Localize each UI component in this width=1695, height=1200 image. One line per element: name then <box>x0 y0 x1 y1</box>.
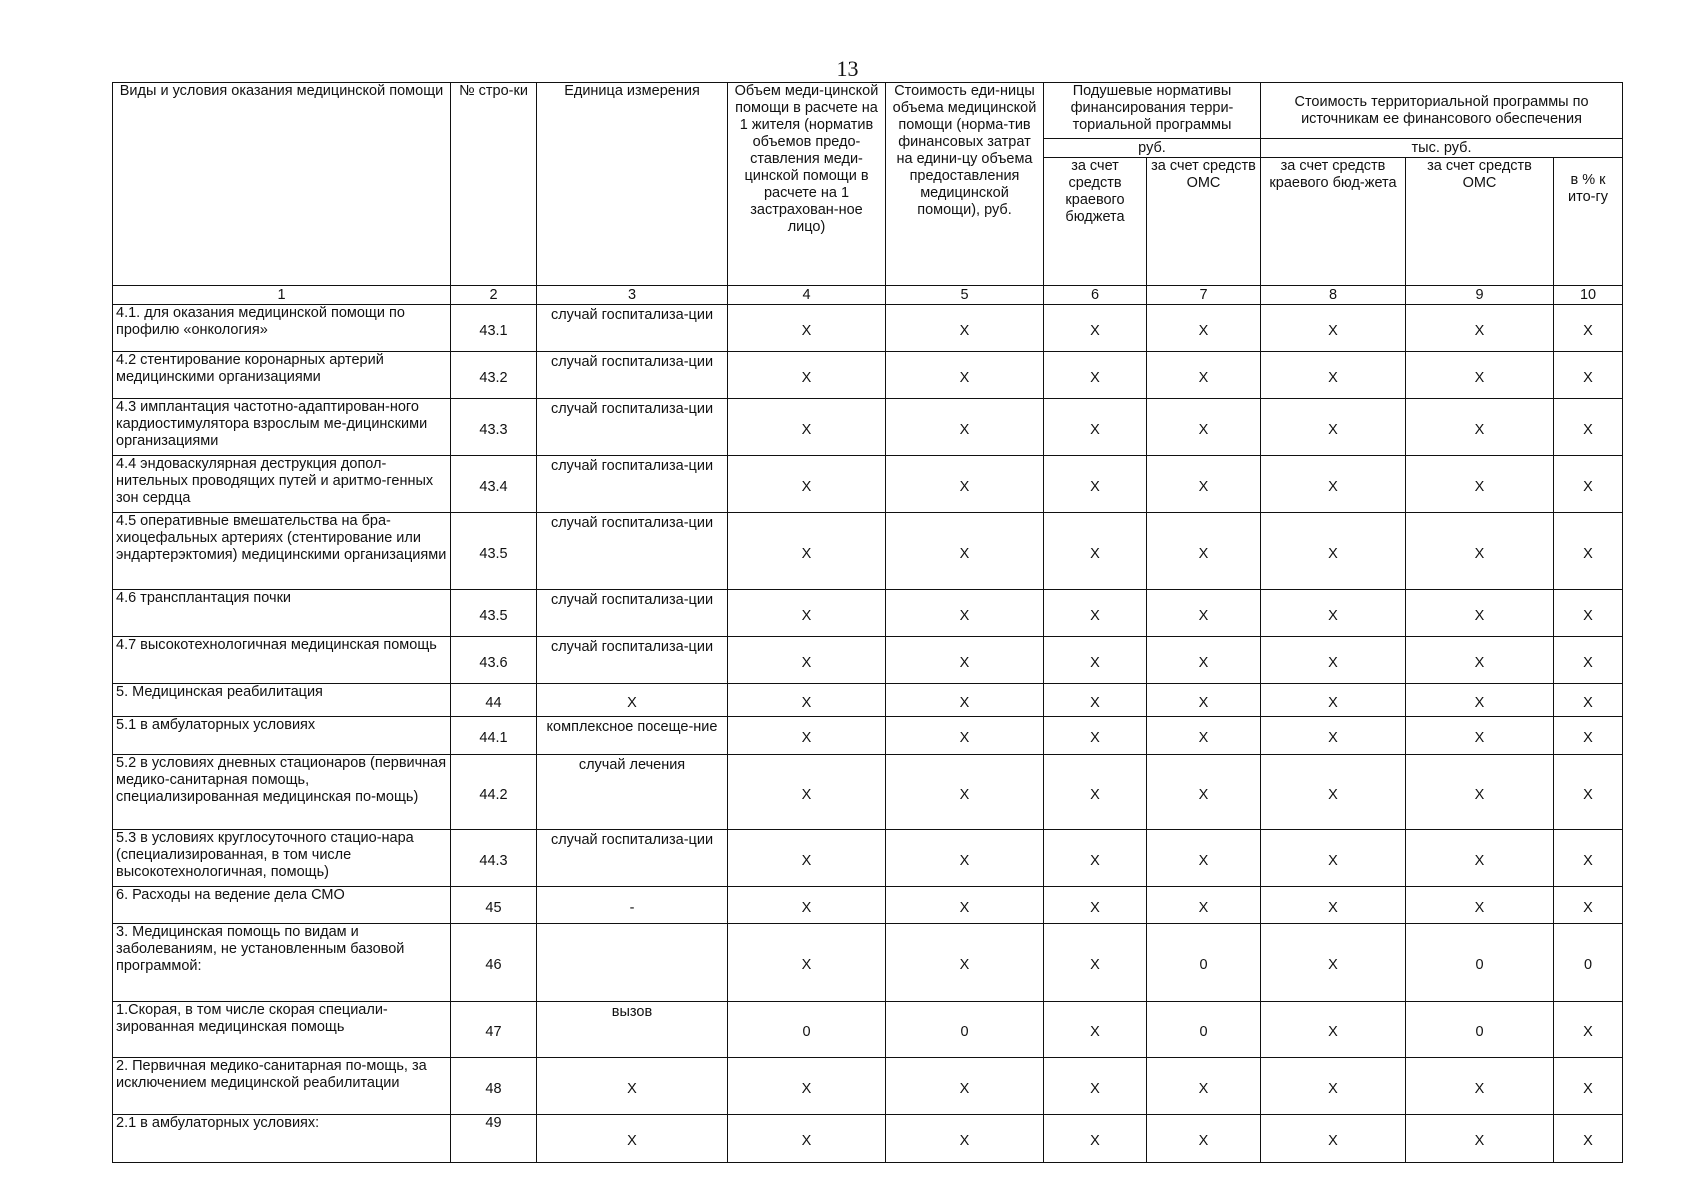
row-cost-oms: X <box>1406 684 1554 717</box>
row-volume: X <box>728 456 886 513</box>
row-number: 43.4 <box>451 456 537 513</box>
row-unit: X <box>537 1115 728 1163</box>
row-cost-oms: X <box>1406 352 1554 399</box>
row-cost-regional: X <box>1261 305 1406 352</box>
row-volume: X <box>728 305 886 352</box>
row-unit-cost: X <box>886 717 1044 755</box>
header-unit-cost: Стоимость еди-ницы объема медицинской помощи (норма-тив финансовых затрат на едини-цу объема предоставления медицинской помощи), руб. <box>886 83 1044 286</box>
row-percapita-oms: X <box>1147 830 1261 887</box>
row-percapita-oms: X <box>1147 887 1261 924</box>
financing-table <box>112 82 1623 1163</box>
row-volume: X <box>728 637 886 684</box>
header-percapita-regional-budget: за счет средств краевого бюджета <box>1044 158 1147 286</box>
table-row <box>113 684 1623 717</box>
row-cost-regional: X <box>1261 1002 1406 1058</box>
row-volume: X <box>728 590 886 637</box>
row-cost-oms: X <box>1406 305 1554 352</box>
table-row <box>113 1058 1623 1115</box>
row-name: 5.3 в условиях круглосуточного стацио-нара (специализированная, в том числе высокотехнологичная, помощь) <box>113 830 451 887</box>
row-unit-cost: X <box>886 637 1044 684</box>
row-name: 1.Скорая, в том числе скорая специали-зированная медицинская помощь <box>113 1002 451 1058</box>
row-cost-oms: X <box>1406 399 1554 456</box>
row-cost-regional: X <box>1261 887 1406 924</box>
row-number: 44.2 <box>451 755 537 830</box>
row-unit: X <box>537 684 728 717</box>
row-percapita-oms: X <box>1147 352 1261 399</box>
row-percapita-oms: X <box>1147 684 1261 717</box>
row-percapita-oms: X <box>1147 399 1261 456</box>
header-kinds: Виды и условия оказания медицинской помощи <box>113 83 451 286</box>
row-number: 43.3 <box>451 399 537 456</box>
row-unit: вызов <box>537 1002 728 1058</box>
row-volume: X <box>728 717 886 755</box>
column-number: 3 <box>537 286 728 305</box>
table-row <box>113 887 1623 924</box>
row-percapita-regional: X <box>1044 456 1147 513</box>
row-cost-oms: X <box>1406 1115 1554 1163</box>
row-unit: случай госпитализа-ции <box>537 637 728 684</box>
row-percent: X <box>1554 637 1623 684</box>
row-cost-oms: X <box>1406 513 1554 590</box>
row-unit-cost: X <box>886 305 1044 352</box>
row-percent: X <box>1554 590 1623 637</box>
row-unit-cost: X <box>886 887 1044 924</box>
row-name: 6. Расходы на ведение дела СМО <box>113 887 451 924</box>
row-cost-oms: 0 <box>1406 1002 1554 1058</box>
row-cost-regional: X <box>1261 513 1406 590</box>
row-name: 2. Первичная медико-санитарная по-мощь, за исключением медицинской реабилитации <box>113 1058 451 1115</box>
row-cost-oms: 0 <box>1406 924 1554 1002</box>
row-name: 4.7 высокотехнологичная медицинская помощь <box>113 637 451 684</box>
row-percapita-regional: X <box>1044 352 1147 399</box>
row-cost-regional: X <box>1261 717 1406 755</box>
row-number: 45 <box>451 887 537 924</box>
column-number: 1 <box>113 286 451 305</box>
row-number: 43.2 <box>451 352 537 399</box>
table-row <box>113 830 1623 887</box>
row-number: 43.5 <box>451 590 537 637</box>
table-row <box>113 924 1623 1002</box>
table-row <box>113 513 1623 590</box>
row-volume: X <box>728 924 886 1002</box>
row-percapita-regional: X <box>1044 887 1147 924</box>
row-percent: X <box>1554 305 1623 352</box>
row-name: 5. Медицинская реабилитация <box>113 684 451 717</box>
row-unit: случай госпитализа-ции <box>537 590 728 637</box>
row-number: 44.1 <box>451 717 537 755</box>
row-percapita-regional: X <box>1044 717 1147 755</box>
column-number: 4 <box>728 286 886 305</box>
row-percapita-oms: X <box>1147 305 1261 352</box>
table-row <box>113 1115 1623 1163</box>
page-number: 13 <box>836 56 859 81</box>
row-cost-regional: X <box>1261 590 1406 637</box>
row-percapita-oms: X <box>1147 637 1261 684</box>
row-unit-cost: X <box>886 1115 1044 1163</box>
row-volume: X <box>728 684 886 717</box>
header-unit-thousand-rub: тыс. руб. <box>1261 139 1623 158</box>
column-number-row <box>113 286 1623 305</box>
column-number: 10 <box>1554 286 1623 305</box>
row-cost-regional: X <box>1261 1115 1406 1163</box>
row-volume: X <box>728 513 886 590</box>
row-unit <box>537 924 728 1002</box>
row-cost-regional: X <box>1261 399 1406 456</box>
row-cost-oms: X <box>1406 637 1554 684</box>
row-percent: X <box>1554 399 1623 456</box>
row-unit: случай госпитализа-ции <box>537 830 728 887</box>
row-number: 49 <box>451 1115 537 1163</box>
row-cost-oms: X <box>1406 456 1554 513</box>
row-percent: X <box>1554 1058 1623 1115</box>
row-cost-oms: X <box>1406 755 1554 830</box>
row-name: 4.2 стентирование коронарных артерий медицинскими организациями <box>113 352 451 399</box>
row-percent: 0 <box>1554 924 1623 1002</box>
table-row <box>113 590 1623 637</box>
row-percapita-regional: X <box>1044 684 1147 717</box>
row-unit: случай госпитализа-ции <box>537 352 728 399</box>
row-percapita-regional: X <box>1044 399 1147 456</box>
row-name: 4.4 эндоваскулярная деструкция допол-нительных проводящих путей и аритмо-генных зон сердца <box>113 456 451 513</box>
row-unit-cost: 0 <box>886 1002 1044 1058</box>
header-row-number: № стро-ки <box>451 83 537 286</box>
row-name: 4.1. для оказания медицинской помощи по профилю «онкология» <box>113 305 451 352</box>
row-unit-cost: X <box>886 755 1044 830</box>
header-unit: Единица измерения <box>537 83 728 286</box>
row-percapita-oms: X <box>1147 1115 1261 1163</box>
table-row <box>113 399 1623 456</box>
table-row <box>113 717 1623 755</box>
column-number: 9 <box>1406 286 1554 305</box>
table-row <box>113 637 1623 684</box>
row-volume: X <box>728 1058 886 1115</box>
row-percapita-oms: X <box>1147 755 1261 830</box>
row-percent: X <box>1554 1002 1623 1058</box>
row-unit: случай госпитализа-ции <box>537 513 728 590</box>
row-number: 43.5 <box>451 513 537 590</box>
row-percent: X <box>1554 456 1623 513</box>
row-name: 5.2 в условиях дневных стационаров (первичная медико-санитарная помощь, специализированная медицинская по-мощь) <box>113 755 451 830</box>
row-number: 47 <box>451 1002 537 1058</box>
row-unit-cost: X <box>886 352 1044 399</box>
row-percent: X <box>1554 755 1623 830</box>
row-unit-cost: X <box>886 399 1044 456</box>
row-cost-regional: X <box>1261 830 1406 887</box>
row-percapita-regional: X <box>1044 1115 1147 1163</box>
row-percapita-oms: X <box>1147 590 1261 637</box>
row-name: 4.3 имплантация частотно-адаптирован-ного кардиостимулятора взрослым ме-дицинскими организациями <box>113 399 451 456</box>
row-unit-cost: X <box>886 830 1044 887</box>
row-unit-cost: X <box>886 684 1044 717</box>
row-unit-cost: X <box>886 513 1044 590</box>
row-percapita-regional: X <box>1044 590 1147 637</box>
row-percapita-regional: X <box>1044 755 1147 830</box>
row-number: 48 <box>451 1058 537 1115</box>
row-percent: X <box>1554 352 1623 399</box>
row-volume: X <box>728 352 886 399</box>
row-percapita-regional: X <box>1044 924 1147 1002</box>
row-percapita-oms: 0 <box>1147 924 1261 1002</box>
row-name: 4.5 оперативные вмешательства на бра-хиоцефальных артериях (стентирование или эндартерэктомия) медицинскими организациями <box>113 513 451 590</box>
row-cost-oms: X <box>1406 1058 1554 1115</box>
row-cost-regional: X <box>1261 352 1406 399</box>
row-name: 3. Медицинская помощь по видам и заболеваниям, не установленным базовой программой: <box>113 924 451 1002</box>
header-percent-of-total: в % к ито-гу <box>1554 158 1623 286</box>
row-cost-regional: X <box>1261 456 1406 513</box>
row-volume: X <box>728 755 886 830</box>
row-number: 43.1 <box>451 305 537 352</box>
column-number: 6 <box>1044 286 1147 305</box>
table-row <box>113 456 1623 513</box>
row-volume: X <box>728 887 886 924</box>
row-name: 5.1 в амбулаторных условиях <box>113 717 451 755</box>
header-volume: Объем меди-цинской помощи в расчете на 1 жителя (норматив объемов предо-ставления меди-цинской помощи в расчете на 1 застрахован-ное лицо) <box>728 83 886 286</box>
row-unit-cost: X <box>886 924 1044 1002</box>
header-cost-oms: за счет средств ОМС <box>1406 158 1554 286</box>
row-percapita-oms: X <box>1147 456 1261 513</box>
table-row <box>113 352 1623 399</box>
row-cost-oms: X <box>1406 717 1554 755</box>
row-unit: случай госпитализа-ции <box>537 305 728 352</box>
row-unit-cost: X <box>886 590 1044 637</box>
row-percent: X <box>1554 684 1623 717</box>
row-percapita-oms: X <box>1147 513 1261 590</box>
header-percapita-oms: за счет средств ОМС <box>1147 158 1261 286</box>
header-per-capita-group: Подушевые нормативы финансирования терри-ториальной программы <box>1044 83 1261 139</box>
row-unit-cost: X <box>886 456 1044 513</box>
row-unit: комплексное посеще-ние <box>537 717 728 755</box>
row-percent: X <box>1554 513 1623 590</box>
row-cost-oms: X <box>1406 830 1554 887</box>
row-percapita-regional: X <box>1044 1058 1147 1115</box>
row-percapita-oms: X <box>1147 717 1261 755</box>
row-unit: X <box>537 1058 728 1115</box>
row-cost-regional: X <box>1261 1058 1406 1115</box>
header-cost-regional-budget: за счет средств краевого бюд-жета <box>1261 158 1406 286</box>
row-percapita-regional: X <box>1044 1002 1147 1058</box>
row-percapita-oms: 0 <box>1147 1002 1261 1058</box>
row-unit: случай госпитализа-ции <box>537 456 728 513</box>
column-number: 5 <box>886 286 1044 305</box>
row-percapita-regional: X <box>1044 305 1147 352</box>
table-row <box>113 1002 1623 1058</box>
row-cost-oms: X <box>1406 887 1554 924</box>
row-volume: X <box>728 830 886 887</box>
row-percent: X <box>1554 887 1623 924</box>
row-cost-regional: X <box>1261 684 1406 717</box>
row-number: 46 <box>451 924 537 1002</box>
column-number: 2 <box>451 286 537 305</box>
row-unit-cost: X <box>886 1058 1044 1115</box>
row-unit: случай лечения <box>537 755 728 830</box>
row-volume: X <box>728 399 886 456</box>
table-row <box>113 305 1623 352</box>
row-number: 43.6 <box>451 637 537 684</box>
row-cost-regional: X <box>1261 755 1406 830</box>
row-number: 44.3 <box>451 830 537 887</box>
row-percapita-regional: X <box>1044 513 1147 590</box>
row-percent: X <box>1554 717 1623 755</box>
row-percent: X <box>1554 830 1623 887</box>
row-number: 44 <box>451 684 537 717</box>
row-cost-oms: X <box>1406 590 1554 637</box>
column-number: 7 <box>1147 286 1261 305</box>
header-unit-rub: руб. <box>1044 139 1261 158</box>
table-row <box>113 755 1623 830</box>
row-unit: случай госпитализа-ции <box>537 399 728 456</box>
column-number: 8 <box>1261 286 1406 305</box>
row-name: 2.1 в амбулаторных условиях: <box>113 1115 451 1163</box>
header-program-cost-group: Стоимость территориальной программы по источникам ее финансового обеспечения <box>1261 83 1623 139</box>
row-percapita-regional: X <box>1044 830 1147 887</box>
row-percapita-oms: X <box>1147 1058 1261 1115</box>
row-percent: X <box>1554 1115 1623 1163</box>
row-cost-regional: X <box>1261 924 1406 1002</box>
row-cost-regional: X <box>1261 637 1406 684</box>
row-unit: - <box>537 887 728 924</box>
row-name: 4.6 трансплантация почки <box>113 590 451 637</box>
row-volume: 0 <box>728 1002 886 1058</box>
row-volume: X <box>728 1115 886 1163</box>
row-percapita-regional: X <box>1044 637 1147 684</box>
